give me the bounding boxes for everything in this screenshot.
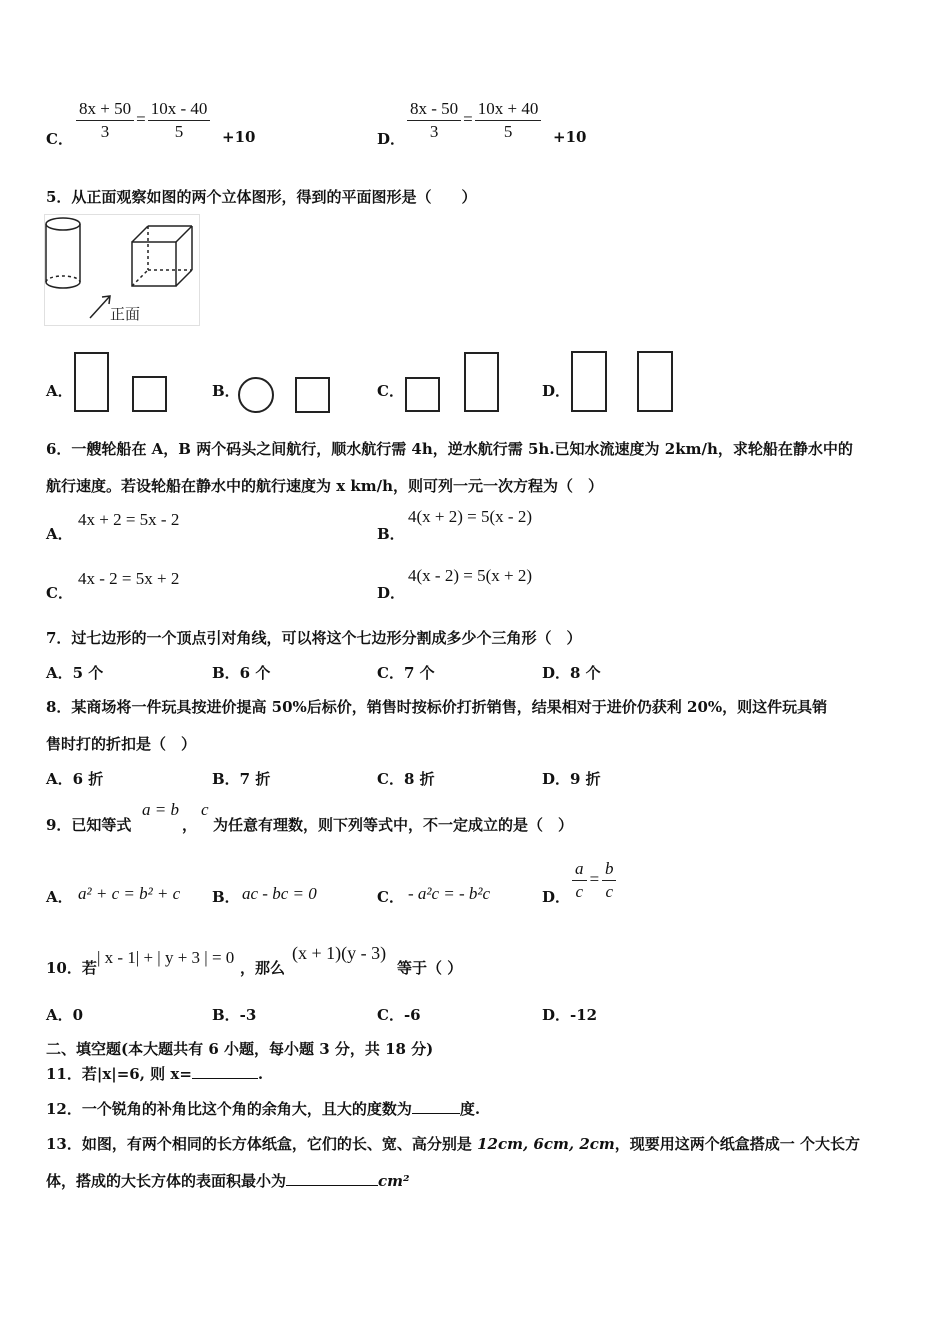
q4-option-c-label: C．	[46, 130, 73, 148]
q6-stem-line1: 6．一艘轮船在 A，B 两个码头之间航行，顺水航行需 4h，逆水航行需 5h.已知水流速度为 2km/h，求轮船在静水中的	[46, 440, 853, 458]
q9-option-c-label: C．	[377, 888, 404, 906]
q8-option-b: B．7 折	[212, 770, 271, 788]
section2-heading: 二、填空题(本大题共有 6 小题，每小题 3 分，共 18 分)	[46, 1040, 434, 1058]
q6-option-b-label: B．	[377, 525, 405, 543]
q7-option-a: A．5 个	[46, 664, 104, 682]
q9-d-left-denominator: c	[575, 882, 584, 901]
q5-option-a-label: A．	[46, 382, 73, 400]
q10-option-b: B．-3	[212, 1006, 257, 1024]
q9-equation: a = b	[142, 800, 179, 819]
q10-stem-pre: 10．若	[46, 959, 97, 977]
q4-c-right-denominator: 5	[174, 122, 184, 141]
q9-option-d-equation	[570, 858, 618, 903]
q11-stem: 11．若|x|=6, 则 x=	[46, 1065, 192, 1083]
q13-unit: cm²	[378, 1172, 410, 1190]
q4-c-left-numerator: 8x + 50	[76, 98, 134, 121]
q12-answer-blank[interactable]	[412, 1113, 460, 1114]
q4-d-equals: =	[463, 109, 473, 129]
q4-d-right-numerator: 10x + 40	[475, 98, 542, 121]
q9-d-equals: =	[588, 869, 600, 889]
q10-option-a: A．0	[46, 1006, 84, 1024]
q12-end: 度.	[459, 1100, 481, 1118]
q4-d-left-denominator: 3	[429, 122, 439, 141]
q9-option-b-label: B．	[212, 888, 240, 906]
q9-d-right-numerator: b	[602, 858, 617, 881]
q9-variable: c	[201, 800, 209, 819]
q10-option-d: D．-12	[542, 1006, 598, 1024]
q8-stem-line2: 售时打的折扣是（ ）	[46, 735, 197, 753]
q6-option-c-label: C．	[46, 584, 73, 602]
q5-d-tall-rectangle-2	[637, 351, 673, 412]
q6-stem-line2: 航行速度。若设轮船在静水中的航行速度为 x km/h，则可列一元一次方程为（ ）	[46, 477, 604, 495]
q10-stem-mid: ，那么	[240, 959, 286, 977]
q6-option-d-label: D．	[377, 584, 406, 602]
q9-d-left-numerator: a	[572, 858, 587, 881]
q9-d-right-denominator: c	[605, 882, 613, 901]
q13-dimensions: 12cm, 6cm, 2cm	[477, 1135, 615, 1153]
q12-stem: 12．一个锐角的补角比这个角的余角大，且大的度数为	[46, 1100, 412, 1118]
q6-option-c-expr: 4x - 2 = 5x + 2	[78, 569, 180, 588]
q7-stem: 7．过七边形的一个顶点引对角线，可以将这个七边形分割成多少个三角形（ ）	[46, 629, 582, 647]
q9-d-right-fraction	[602, 858, 617, 903]
q11-end: .	[257, 1065, 264, 1083]
q7-option-b: B．6 个	[212, 664, 271, 682]
q4-d-left-numerator: 8x - 50	[407, 98, 461, 121]
q10-stem-post: 等于（ ）	[397, 959, 463, 977]
q5-b-square	[295, 377, 330, 413]
q8-stem-line1: 8．某商场将一件玩具按进价提高 50%后标价，销售时按标价打折销售，结果相对于进价仍获利 20%，则这件玩具销	[46, 698, 828, 716]
q9-option-a-label: A．	[46, 888, 73, 906]
q6-option-a-expr: 4x + 2 = 5x - 2	[78, 510, 180, 529]
q4-c-right-numerator: 10x - 40	[148, 98, 211, 121]
q8-option-c: C．8 折	[377, 770, 435, 788]
q4-option-d-tail: +10	[553, 128, 587, 146]
q13-stem-pre: 13．如图，有两个相同的长方体纸盒，它们的长、宽、高分别是	[46, 1135, 478, 1153]
front-view-label: 正面	[110, 305, 141, 323]
q5-c-tall-rectangle	[464, 352, 499, 412]
q11-answer-blank[interactable]	[192, 1078, 258, 1079]
q4-c-left-fraction	[76, 98, 134, 143]
q5-option-d-label: D．	[542, 382, 571, 400]
q4-d-right-fraction	[475, 98, 542, 143]
q5-solids-figure	[44, 214, 200, 326]
q7-option-d: D．8 个	[542, 664, 601, 682]
q11-line	[46, 1063, 263, 1084]
q4-option-d-label: D．	[377, 130, 406, 148]
q4-option-c-tail: +10	[222, 128, 256, 146]
q13-stem-line2: 体，搭成的大长方体的表面积最小为	[46, 1172, 287, 1190]
q4-d-right-denominator: 5	[503, 122, 513, 141]
q13-line1	[46, 1133, 860, 1154]
q4-c-right-fraction	[148, 98, 211, 143]
q10-expression: (x + 1)(y - 3)	[292, 943, 387, 963]
q12-line	[46, 1098, 480, 1119]
q9-option-b-expr: ac - bc = 0	[242, 884, 317, 903]
q13-line2	[46, 1170, 410, 1191]
q9-stem-post: 为任意有理数，则下列等式中，不一定成立的是（ ）	[213, 816, 574, 834]
q7-option-c: C．7 个	[377, 664, 435, 682]
q5-option-b-label: B．	[212, 382, 240, 400]
q5-a-square	[132, 376, 167, 412]
q9-option-a-expr: a² + c = b² + c	[78, 884, 181, 903]
q4-option-c-equation	[74, 98, 212, 143]
q9-d-left-fraction	[572, 858, 587, 903]
q5-c-square	[405, 377, 440, 412]
q10-condition: | x - 1| + | y + 3 | = 0	[97, 948, 235, 967]
q8-option-a: A．6 折	[46, 770, 104, 788]
q5-stem: 5．从正面观察如图的两个立体图形，得到的平面图形是（ ）	[46, 188, 477, 206]
q4-c-equals: =	[136, 109, 146, 129]
q13-stem-post: ，现要用这两个纸盒搭成一 个大长方	[614, 1135, 860, 1153]
q6-option-a-label: A．	[46, 525, 73, 543]
q8-option-d: D．9 折	[542, 770, 601, 788]
cube-shape	[132, 226, 192, 286]
q6-option-b-expr: 4(x + 2) = 5(x - 2)	[408, 507, 532, 526]
q5-d-tall-rectangle-1	[571, 351, 607, 412]
front-arrow-icon	[90, 296, 110, 318]
q9-comma: ，	[182, 816, 198, 834]
q4-c-left-denominator: 3	[100, 122, 110, 141]
q13-answer-blank[interactable]	[286, 1185, 378, 1186]
q9-option-d-label: D．	[542, 888, 571, 906]
q10-option-c: C．-6	[377, 1006, 421, 1024]
q5-b-circle	[238, 377, 274, 413]
q5-a-tall-rectangle	[74, 352, 109, 412]
q9-stem-pre: 9．已知等式	[46, 816, 132, 834]
q4-d-left-fraction	[407, 98, 461, 143]
cylinder-shape	[46, 218, 80, 288]
q6-option-d-expr: 4(x - 2) = 5(x + 2)	[408, 566, 532, 585]
q9-option-c-expr: - a²c = - b²c	[408, 884, 491, 903]
q4-option-d-equation	[405, 98, 543, 143]
q5-option-c-label: C．	[377, 382, 404, 400]
